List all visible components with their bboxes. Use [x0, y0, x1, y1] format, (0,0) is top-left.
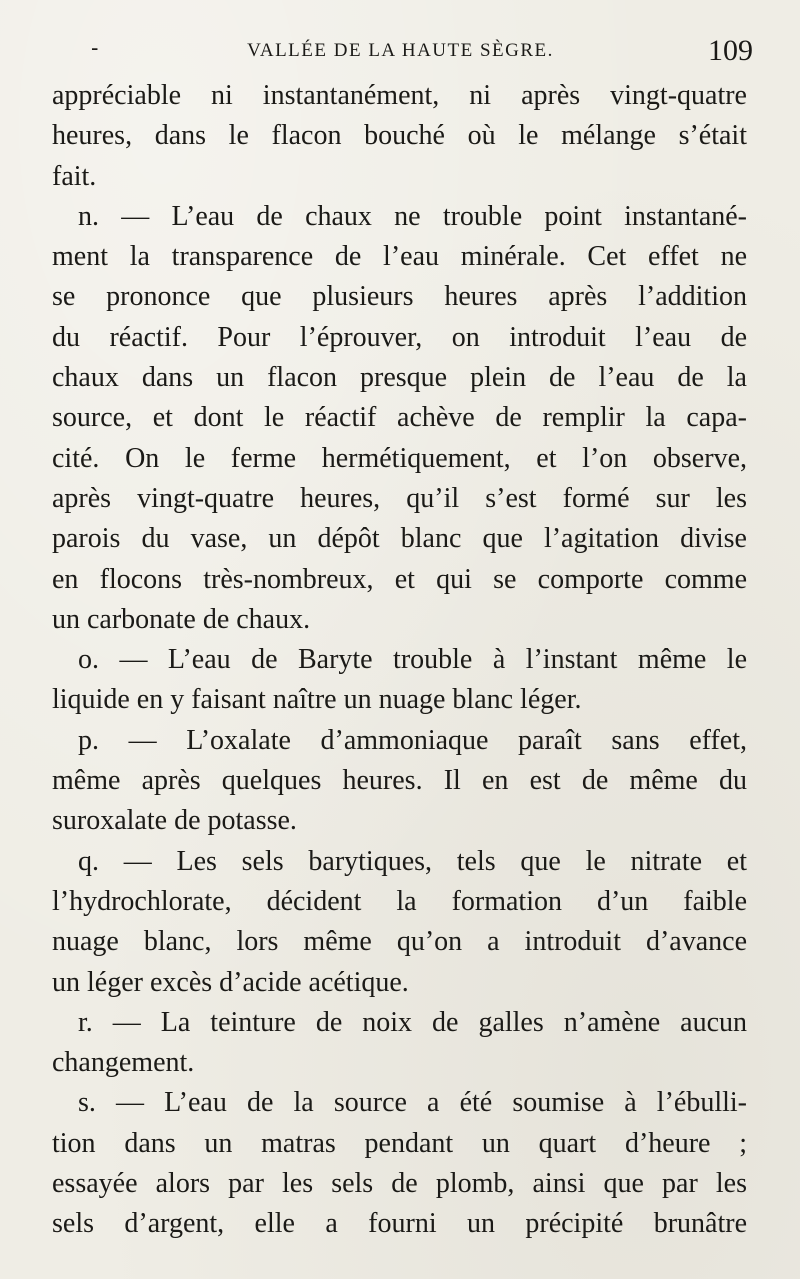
page-number: 109	[708, 34, 753, 67]
text-line: source, et dont le réactif achève de remplir la capa-	[52, 402, 747, 434]
text-line: l’hydrochlorate, décident la formation d’un faible	[52, 885, 747, 917]
paragraph-s-line: s. — L’eau de la source a été soumise à l’ébulli-	[78, 1087, 747, 1119]
text-line: ment la transparence de l’eau minérale. Cet effet ne	[52, 241, 747, 273]
text-line: appréciable ni instantanément, ni après vingt-quatre	[52, 80, 747, 111]
text-line: suroxalate de potasse.	[52, 805, 297, 837]
text-line: chaux dans un flacon presque plein de l’eau de la	[52, 362, 747, 394]
paragraph-q-line: q. — Les sels barytiques, tels que le nitrate et	[78, 845, 747, 877]
paragraph-n-line: n. — L’eau de chaux ne trouble point instantané-	[78, 200, 747, 232]
paragraph-r-line: r. — La teinture de noix de galles n’amène aucun	[78, 1006, 747, 1038]
text-line: tion dans un matras pendant un quart d’heure ;	[52, 1127, 747, 1159]
text-line: du réactif. Pour l’éprouver, on introduit l’eau de	[52, 321, 747, 353]
text-line: nuage blanc, lors même qu’on a introduit d’avance	[52, 926, 747, 958]
text-line: un léger excès d’acide acétique.	[52, 966, 409, 998]
text-line: même après quelques heures. Il en est de même du	[52, 765, 747, 797]
text-line: en flocons très-nombreux, et qui se comporte comme	[52, 563, 747, 595]
header-dash: -	[91, 36, 99, 61]
text-line: un carbonate de chaux.	[52, 603, 311, 635]
text-line: sels d’argent, elle a fourni un précipité brunâtre	[52, 1208, 747, 1240]
text-line: fait.	[52, 160, 97, 192]
text-line: cité. On le ferme hermétiquement, et l’on observe,	[52, 442, 747, 474]
text-line: après vingt-quatre heures, qu’il s’est formé sur les	[52, 482, 747, 514]
running-head: VALLÉE DE LA HAUTE SÈGRE.	[247, 40, 554, 61]
text-line: liquide en y faisant naître un nuage blanc léger.	[52, 684, 582, 716]
text-line: changement.	[52, 1047, 195, 1079]
page-header	[48, 36, 753, 68]
text-line: parois du vase, un dépôt blanc que l’agitation divise	[52, 523, 747, 555]
text-line: heures, dans le flacon bouché où le mélange s’était	[52, 120, 747, 152]
paragraph-p-line: p. — L’oxalate d’ammoniaque paraît sans effet,	[78, 724, 747, 756]
text-line: se prononce que plusieurs heures après l’addition	[52, 281, 747, 313]
body-text	[52, 76, 747, 1245]
paragraph-o-line: o. — L’eau de Baryte trouble à l’instant même le	[78, 644, 747, 676]
text-line: essayée alors par les sels de plomb, ainsi que par les	[52, 1168, 747, 1200]
